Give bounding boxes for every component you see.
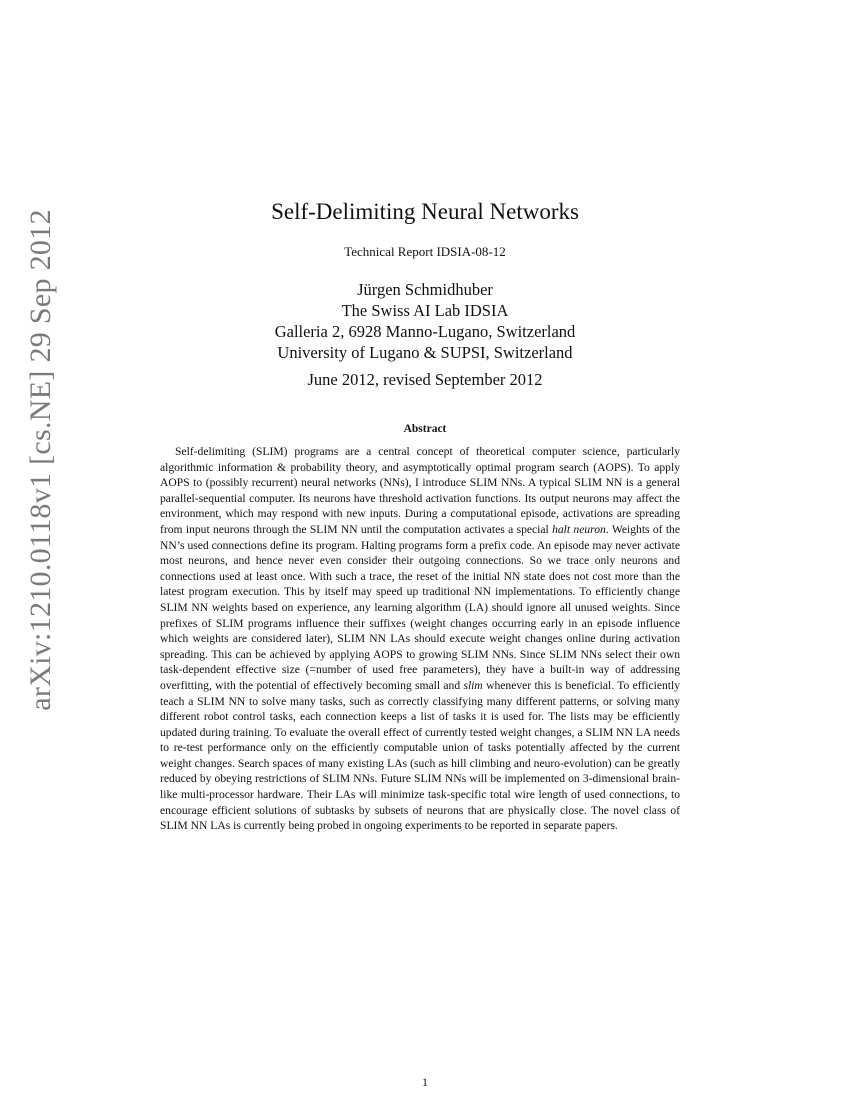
abstract-emphasis-slim: slim xyxy=(463,678,483,692)
arxiv-identifier-stamp: arXiv:1210.0118v1 [cs.NE] 29 Sep 2012 xyxy=(24,209,57,711)
abstract-text-part-2: . Weights of the NN’s used connections define its program. Halting programs form a prefix code. An episode may never activate most neurons, and hence never even consider their outgoing connections. So we trace only neurons and connections used at least once. With such a trace, the reset of the initial NN state does not cost more than the latest program execution. This by itself may speed up traditional NN implementations. To efficiently change SLIM NN weights based on experience, any learning algorithm (LA) should ignore all unused weights. Since prefixes of SLIM programs influence their suffixes (weight changes occurring early in an episode influence which weights are considered later), SLIM NN LAs should execute weight changes online during activation spreading. This can be achieved by applying AOPS to growing SLIM NNs. Since SLIM NNs select their own task-dependent effective size (=number of used free parameters), they have a built-in way of addressing overfitting, with the potential of effectively becoming small and xyxy=(160,522,680,692)
author-address: Galleria 2, 6928 Manno-Lugano, Switzerland xyxy=(274,322,576,341)
paper-title: Self-Delimiting Neural Networks xyxy=(271,199,579,224)
abstract-emphasis-halt-neuron: halt neuron xyxy=(552,522,606,536)
abstract-paragraph xyxy=(160,444,680,834)
report-number: Technical Report IDSIA-08-12 xyxy=(344,244,506,259)
author-lab: The Swiss AI Lab IDSIA xyxy=(341,301,509,320)
author-name: Jürgen Schmidhuber xyxy=(357,280,493,299)
paper-date: June 2012, revised September 2012 xyxy=(307,370,543,389)
abstract-body xyxy=(160,444,680,834)
page-number: 1 xyxy=(422,1075,428,1089)
author-block xyxy=(0,279,850,363)
abstract-text-part-3: whenever this is beneficial. To efficiently teach a SLIM NN to solve many tasks, such as correctly classifying many different patterns, or solving many different robot control tasks, each connection keeps a list of tasks it is used for. The lists may be efficiently updated during training. To evaluate the overall effect of currently tested weight changes, a SLIM NN LA needs to re-test performance only on the efficiently computable union of tasks potentially affected by the current weight changes. Search spaces of many existing LAs (such as hill climbing and neuro-evolution) can be greatly reduced by obeying restrictions of SLIM NNs. Future SLIM NNs will be implemented on 3-dimensional brain-like multi-processor hardware. Their LAs will minimize task-specific total wire length of used connections, to encourage efficient solutions of subtasks by subsets of neurons that are physically close. The novel class of SLIM NN LAs is currently being probed in ongoing experiments to be reported in separate papers. xyxy=(160,678,680,833)
abstract-text-part-1: Self-delimiting (SLIM) programs are a central concept of theoretical computer science, particularly algorithmic information & probability theory, and asymptotically optimal program search (AOPS). To apply AOPS to (possibly recurrent) neural networks (NNs), I introduce SLIM NNs. A typical SLIM NN is a general parallel-sequential computer. Its neurons have threshold activation functions. Its output neurons may affect the environment, which may respond with new inputs. During a computational episode, activations are spreading from input neurons through the SLIM NN until the computation activates a special xyxy=(160,445,680,536)
author-university: University of Lugano & SUPSI, Switzerland xyxy=(277,343,573,362)
abstract-heading: Abstract xyxy=(403,423,447,435)
